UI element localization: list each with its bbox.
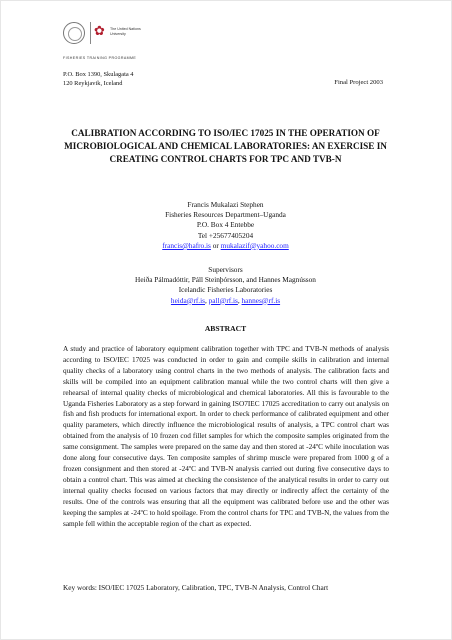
logo-programme-text: FISHERIES TRAINING PROGRAMME <box>63 56 137 60</box>
supervisor-email-link-2[interactable]: pall@rf.is <box>208 295 238 305</box>
author-block <box>63 200 388 251</box>
unu-logo <box>63 18 153 70</box>
supervisors-institution: Icelandic Fisheries Laboratories <box>178 285 273 295</box>
email-separator: or <box>210 240 221 250</box>
un-emblem-icon <box>63 22 85 44</box>
abstract-body: A study and practice of laboratory equipment calibration together with TPC and TVB-N methods of analysis according to ISO/IEC 17025 was conducted in order to gain and compile skills in calibration and internal quality checks of a laboratory using control charts in the two methods of analysis. The calibration facts and skills will be compiled into an equipment calibration manual while the two control charts will then give a rehearsal of internal quality checks of microbiological and chemical laboratories. All this is favourable to the Uganda Fisheries Laboratory as a step forward in gaining ISO7IEC 17025 accreditation to carry out analysis on fish and fish products for international export. In order to check performance of calibrated equipment and other quality parameters, which directly influence the microbiological results of analysis, a TPC control chart was obtained from the analysis of 10 frozen cod fillet samples for which the composite samples originated from the same consignment. The samples were prepared on the same day and then stored at -24ºC while inoculation was done along four consecutive days. Ten composite samples of shrimp muscle were prepared from 1000 g of a frozen consignment and then stored at -24ºC and TVB-N analysis carried out during five consecutive days to obtain a control chart. This was aimed at checking the consistence of the analytical results in order to carry out internal quality checks focused on various factors that may directly or indirectly affect the certainty of the results. One of the controls was ensuring that all the equipment was calibrated before use and the other was keeping the samples at -24ºC to hold spoilage. From the control charts for TPC and TVB-N, the values from the sample fell within the acceptable region of the chart as expected. <box>63 345 389 528</box>
email-separator: , <box>205 295 209 305</box>
supervisors-block <box>63 265 388 306</box>
abstract-heading: ABSTRACT <box>204 324 247 333</box>
supervisors-emails <box>63 296 388 306</box>
logo-divider <box>90 22 91 44</box>
author-name: Francis Mukalazi Stephen <box>187 200 264 209</box>
author-box: P.O. Box 4 Entebbe <box>196 220 255 230</box>
supervisors-names: Heiða Pálmadóttir, Páll Steinþórsson, and Hannes Magnússon <box>135 275 316 285</box>
author-email-link-2[interactable]: mukalazif@yahoo.com <box>220 240 289 250</box>
logo-text-line2: University <box>110 32 126 36</box>
unu-mark-icon: ✿ <box>94 24 105 39</box>
author-department: Fisheries Resources Department–Uganda <box>165 210 286 220</box>
keywords-line: Key words: ISO/IEC 17025 Laboratory, Calibration, TPC, TVB-N Analysis, Control Chart <box>63 583 329 592</box>
address-line-2: 120 Reykjavik, Iceland <box>63 80 123 87</box>
email-separator: , <box>237 295 242 305</box>
project-label: Final Project 2003 <box>334 79 383 86</box>
logo-text-line1: The United Nations <box>110 27 141 31</box>
paper-title: CALIBRATION ACCORDING TO ISO/IEC 17025 IN THE OPERATION OF MICROBIOLOGICAL AND CHEMICAL LABORATORIES: AN EXERCISE IN CREATING CONTROL CHARTS FOR TPC AND TVB-N <box>64 128 387 164</box>
supervisor-email-link-3[interactable]: hannes@rf.is <box>241 295 281 305</box>
author-email-link[interactable]: francis@hafro.is <box>162 240 211 250</box>
supervisors-heading: Supervisors <box>208 265 243 274</box>
author-emails <box>63 241 388 251</box>
address-line-1: P.O. Box 1390, Skulagata 4 <box>63 71 134 78</box>
author-tel: Tel +25677405204 <box>197 230 254 240</box>
supervisor-email-link[interactable]: heida@rf.is <box>170 295 205 305</box>
